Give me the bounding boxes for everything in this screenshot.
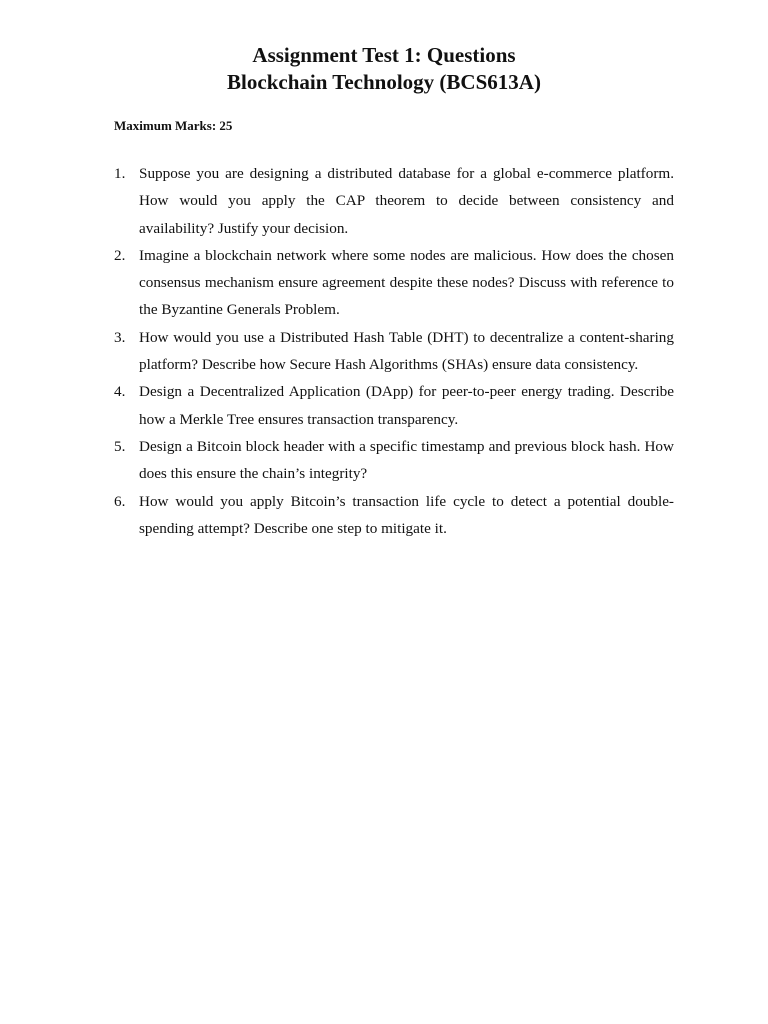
question-item xyxy=(114,324,674,379)
page-title: Assignment Test 1: Questions xyxy=(252,43,516,67)
question-number: 3. xyxy=(114,328,126,346)
question-item xyxy=(114,378,674,433)
course-title: Blockchain Technology (BCS613A) xyxy=(227,70,541,94)
question-list xyxy=(114,160,674,542)
question-number: 1. xyxy=(114,165,126,182)
question-item xyxy=(114,433,674,488)
question-number: 6. xyxy=(114,492,126,510)
question-text: Design a Decentralized Application (DApp) for peer-to-peer energy trading. Describe how a Merkle Tree ensures transaction transparency. xyxy=(139,383,674,428)
maximum-marks: Maximum Marks: 25 xyxy=(114,118,233,133)
question-text: How would you apply Bitcoin’s transaction life cycle to detect a potential double-spending attempt? Describe one step to mitigate it. xyxy=(139,492,674,537)
question-text: How would you use a Distributed Hash Table (DHT) to decentralize a content-sharing platform? Describe how Secure Hash Algorithms (SHAs) ensure data consistency. xyxy=(139,328,674,374)
question-item xyxy=(114,488,674,543)
question-item xyxy=(114,242,674,324)
question-number: 5. xyxy=(114,437,126,455)
question-number: 4. xyxy=(114,383,126,401)
question-number: 2. xyxy=(114,246,126,264)
question-item xyxy=(114,160,674,242)
question-text: Design a Bitcoin block header with a specific timestamp and previous block hash. How does this ensure the chain’s integrity? xyxy=(139,437,674,483)
question-text: Imagine a blockchain network where some nodes are malicious. How does the chosen consensus mechanism ensure agreement despite these nodes? Discuss with reference to the Byzantine Generals Problem. xyxy=(139,246,674,319)
question-text: Suppose you are designing a distributed database for a global e-commerce platform. How would you apply the CAP theorem to decide between consistency and availability? Justify your decision. xyxy=(139,165,674,237)
